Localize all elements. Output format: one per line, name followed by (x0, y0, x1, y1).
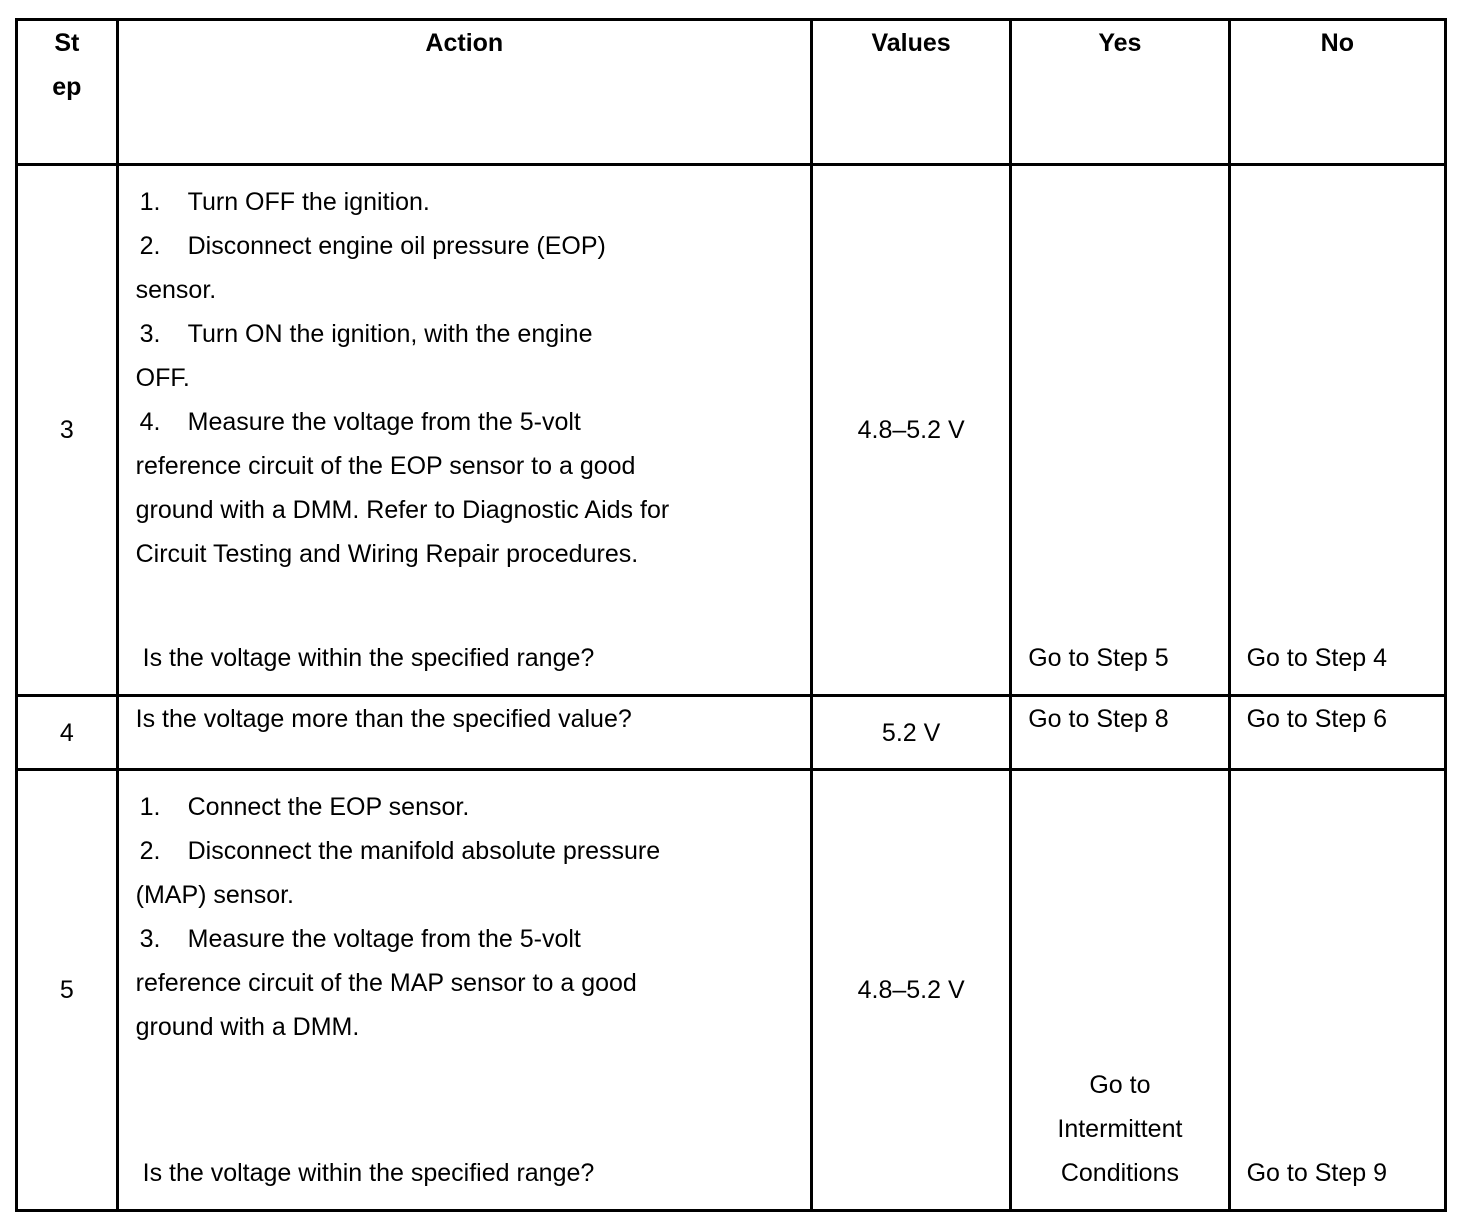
action-line: ground with a DMM. Refer to Diagnostic Aids for (135, 496, 670, 524)
action-line: ground with a DMM. (135, 1013, 360, 1041)
yes-cell: Go to Step 5 (1011, 165, 1229, 696)
action-line: 1. Connect the EOP sensor. (139, 793, 470, 821)
no-cell: Go to Step 4 (1229, 165, 1445, 696)
action-line: 2. Disconnect engine oil pressure (EOP) (139, 232, 606, 260)
header-values: Values (811, 20, 1010, 165)
action-line: 4. Measure the voltage from the 5-volt (139, 408, 581, 436)
table-row-step-5 (17, 770, 1446, 1211)
action-cell (117, 770, 811, 1211)
yes-cell: Go to Step 8 (1011, 696, 1229, 770)
header-row (17, 20, 1446, 165)
no-cell: Go to Step 6 (1229, 696, 1445, 770)
action-cell (117, 165, 811, 696)
action-line: 3. Turn ON the ignition, with the engine (139, 320, 593, 348)
step-number: 4 (17, 696, 118, 770)
action-line: 3. Measure the voltage from the 5-volt (139, 925, 581, 953)
yes-line: Intermittent (1057, 1115, 1183, 1143)
header-step (17, 20, 118, 165)
header-no: No (1229, 20, 1445, 165)
header-yes: Yes (1011, 20, 1229, 165)
action-question: Is the voltage within the specified range? (142, 1159, 595, 1187)
header-step-line2: ep (52, 73, 82, 101)
action-line: OFF. (135, 364, 190, 392)
values-cell: 4.8–5.2 V (811, 165, 1010, 696)
table-row-step-3 (17, 165, 1446, 696)
step-number: 5 (17, 770, 118, 1211)
yes-line: Go to (1089, 1071, 1151, 1099)
yes-cell (1011, 770, 1229, 1211)
action-line: 2. Disconnect the manifold absolute pressure (139, 837, 661, 865)
step-number: 3 (17, 165, 118, 696)
header-step-line1: St (54, 29, 80, 57)
action-line: Circuit Testing and Wiring Repair procedures. (135, 540, 639, 568)
action-cell: Is the voltage more than the specified value? (117, 696, 811, 770)
values-cell: 5.2 V (811, 696, 1010, 770)
action-line: reference circuit of the MAP sensor to a good (135, 969, 637, 997)
yes-line: Conditions (1060, 1159, 1179, 1187)
action-line: reference circuit of the EOP sensor to a good (135, 452, 636, 480)
diagnostic-table (15, 18, 1447, 1212)
header-action: Action (117, 20, 811, 165)
action-line: sensor. (135, 276, 217, 304)
table-row-step-4 (17, 696, 1446, 770)
no-cell: Go to Step 9 (1229, 770, 1445, 1211)
action-question: Is the voltage within the specified range? (142, 644, 595, 672)
values-cell: 4.8–5.2 V (811, 770, 1010, 1211)
action-line: (MAP) sensor. (135, 881, 294, 909)
action-line: 1. Turn OFF the ignition. (139, 188, 430, 216)
